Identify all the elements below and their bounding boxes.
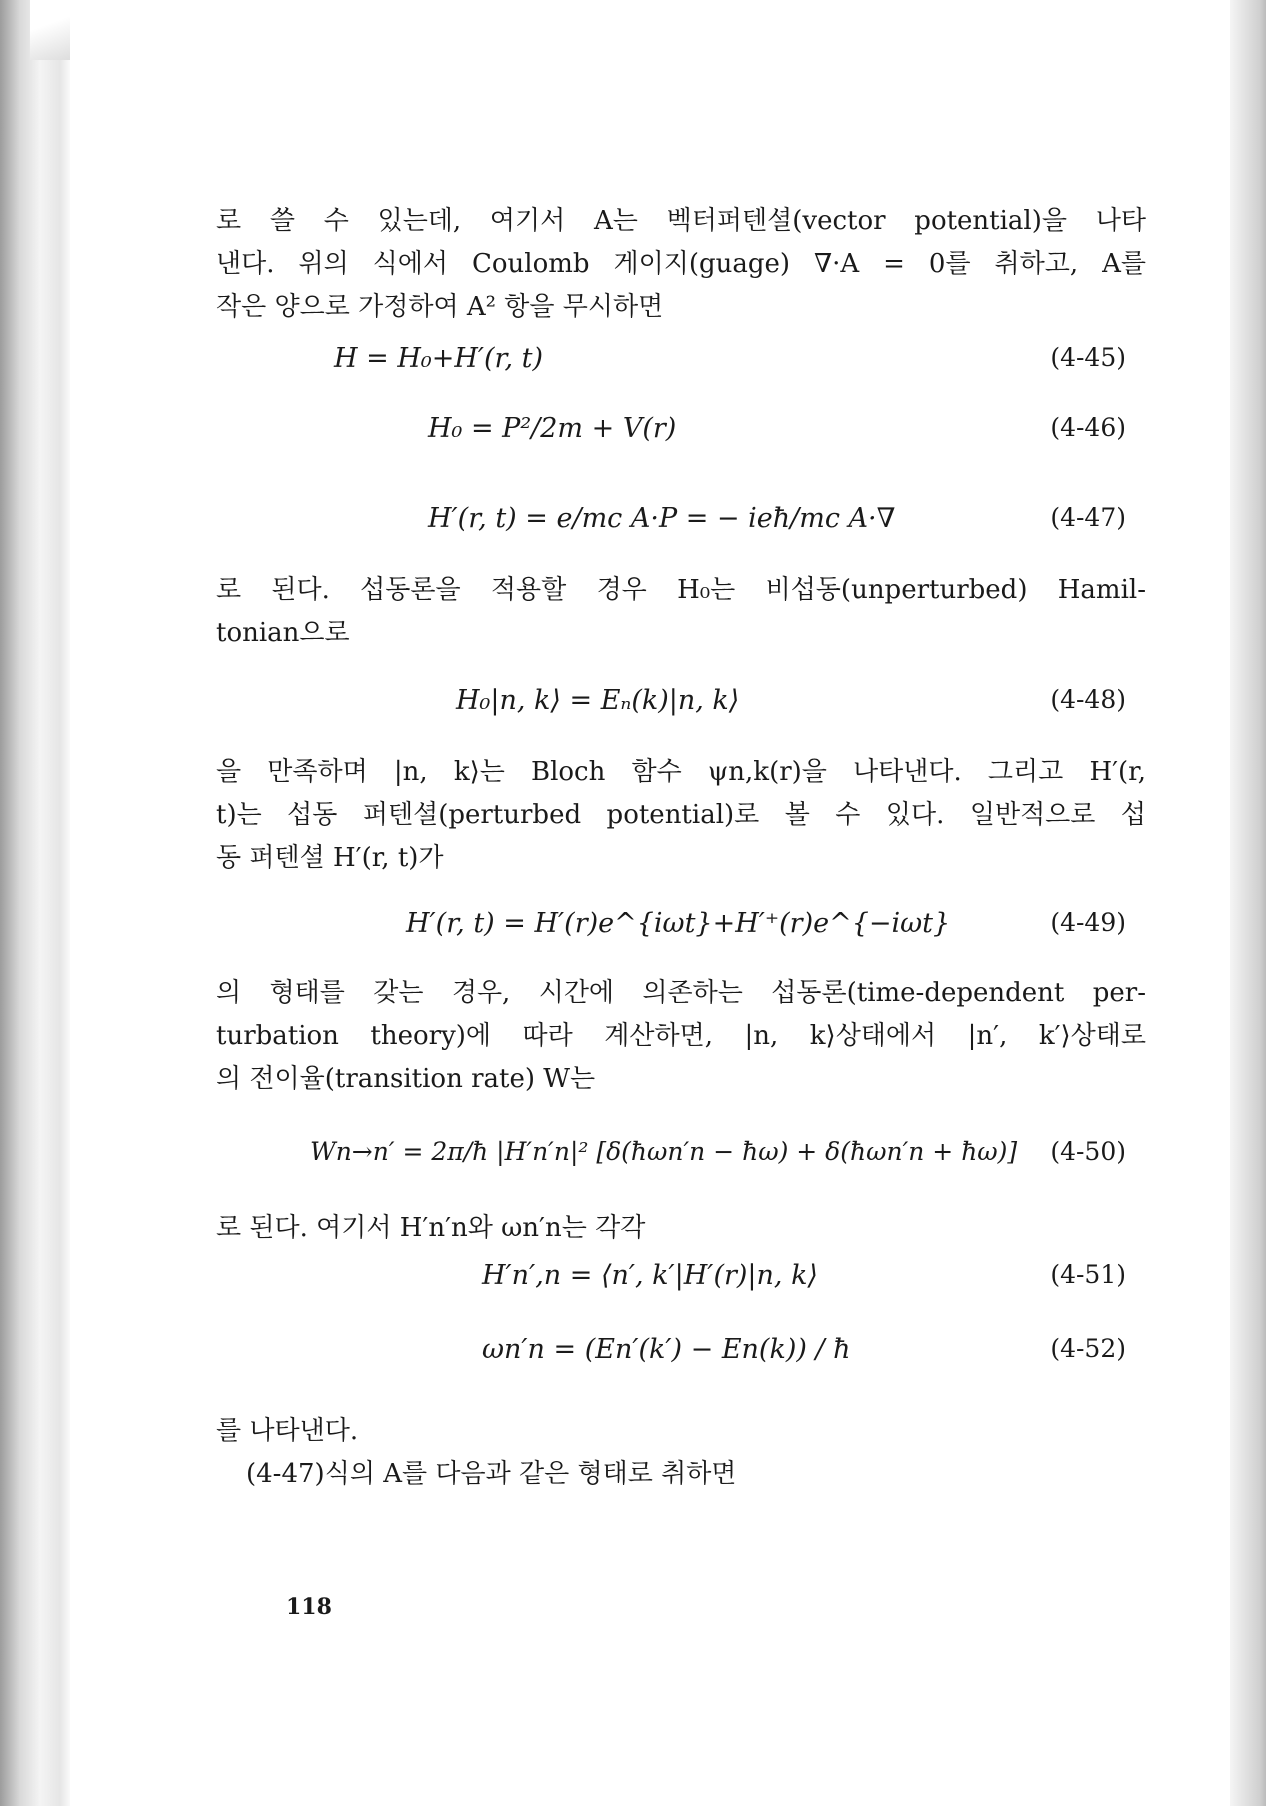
text-line: 을 만족하며 |n, k⟩는 Bloch 함수 ψn,k(r)을 나타낸다. 그리고 H′(r, <box>216 757 1146 787</box>
paragraph-vector-potential <box>216 200 1146 329</box>
equation-expression: H′(r, t) = H′(r)e^{iωt}+H′⁺(r)e^{−iωt} <box>406 908 951 939</box>
text-line: 낸다. 위의 식에서 Coulomb 게이지(guage) ∇·A = 0를 취하고, A를 <box>216 249 1146 279</box>
page-corner-fold <box>30 0 75 60</box>
equation-expression: Wn→n′ = 2π/ħ |H′n′n|² [δ(ħωn′n − ħω) + δ(ħωn′n + ħω)] <box>310 1137 1018 1166</box>
paragraph-definitions <box>216 1207 1146 1250</box>
equation-4-45 <box>216 329 1146 391</box>
equation-expression: ωn′n = (En′(k′) − En(k)) / ħ <box>482 1334 851 1365</box>
text-line: 를 나타낸다. <box>216 1416 359 1446</box>
text-line: 의 형태를 갖는 경우, 시간에 의존하는 섭동론(time-dependent per- <box>216 978 1146 1008</box>
equation-expression: H₀|n, k⟩ = Eₙ(k)|n, k⟩ <box>456 685 740 716</box>
equation-4-47 <box>216 473 1146 569</box>
equation-4-52 <box>216 1312 1146 1410</box>
equation-number: (4-47) <box>1050 503 1126 532</box>
text-line: turbation theory)에 따라 계산하면, |n, k⟩상태에서 |n′, k′⟩상태로 <box>216 1021 1146 1051</box>
text-line: tonian으로 <box>216 618 350 648</box>
page-number: 118 <box>286 1594 332 1620</box>
equation-number: (4-46) <box>1050 413 1126 442</box>
equation-4-49 <box>216 880 1146 972</box>
page-right-shadow <box>1230 0 1266 1806</box>
equation-number: (4-52) <box>1050 1334 1126 1363</box>
book-binding-edge <box>0 0 70 1806</box>
text-line: 동 퍼텐셜 H′(r, t)가 <box>216 843 444 873</box>
page-content <box>216 200 1146 1496</box>
text-line: 의 전이율(transition rate) W는 <box>216 1064 596 1094</box>
text-line: 로 쓸 수 있는데, 여기서 A는 벡터퍼텐셜(vector potential)을 나타 <box>216 206 1146 236</box>
text-line: 로 된다. 여기서 H′n′n와 ωn′n는 각각 <box>216 1213 646 1243</box>
equation-expression: H₀ = P²/2m + V(r) <box>428 413 677 444</box>
text-line: (4-47)식의 A를 다음과 같은 형태로 취하면 <box>246 1459 737 1489</box>
text-line: 작은 양으로 가정하여 A² 항을 무시하면 <box>216 292 664 322</box>
page-body <box>70 0 1230 1806</box>
equation-expression: H′(r, t) = e/mc A·P = − ieħ/mc A·∇ <box>428 503 896 534</box>
paragraph-perturbation-intro <box>216 569 1146 655</box>
equation-expression: H = H₀+H′(r, t) <box>334 343 544 374</box>
equation-4-50 <box>216 1101 1146 1207</box>
equation-number: (4-48) <box>1050 685 1126 714</box>
equation-4-51 <box>216 1250 1146 1312</box>
equation-number: (4-51) <box>1050 1260 1126 1289</box>
text-line: t)는 섭동 퍼텐셜(perturbed potential)로 볼 수 있다. 일반적으로 섭 <box>216 800 1146 830</box>
equation-expression: H′n′,n = ⟨n′, k′|H′(r)|n, k⟩ <box>482 1260 818 1291</box>
equation-4-46 <box>216 391 1146 473</box>
equation-4-48 <box>216 655 1146 751</box>
paragraph-bloch-function <box>216 751 1146 880</box>
equation-number: (4-49) <box>1050 908 1126 937</box>
paragraph-transition-rate <box>216 972 1146 1101</box>
text-line: 로 된다. 섭동론을 적용할 경우 H₀는 비섭동(unperturbed) Hamil- <box>216 575 1146 605</box>
equation-number: (4-50) <box>1050 1137 1126 1166</box>
paragraph-closing <box>216 1410 1146 1496</box>
equation-number: (4-45) <box>1050 343 1126 372</box>
